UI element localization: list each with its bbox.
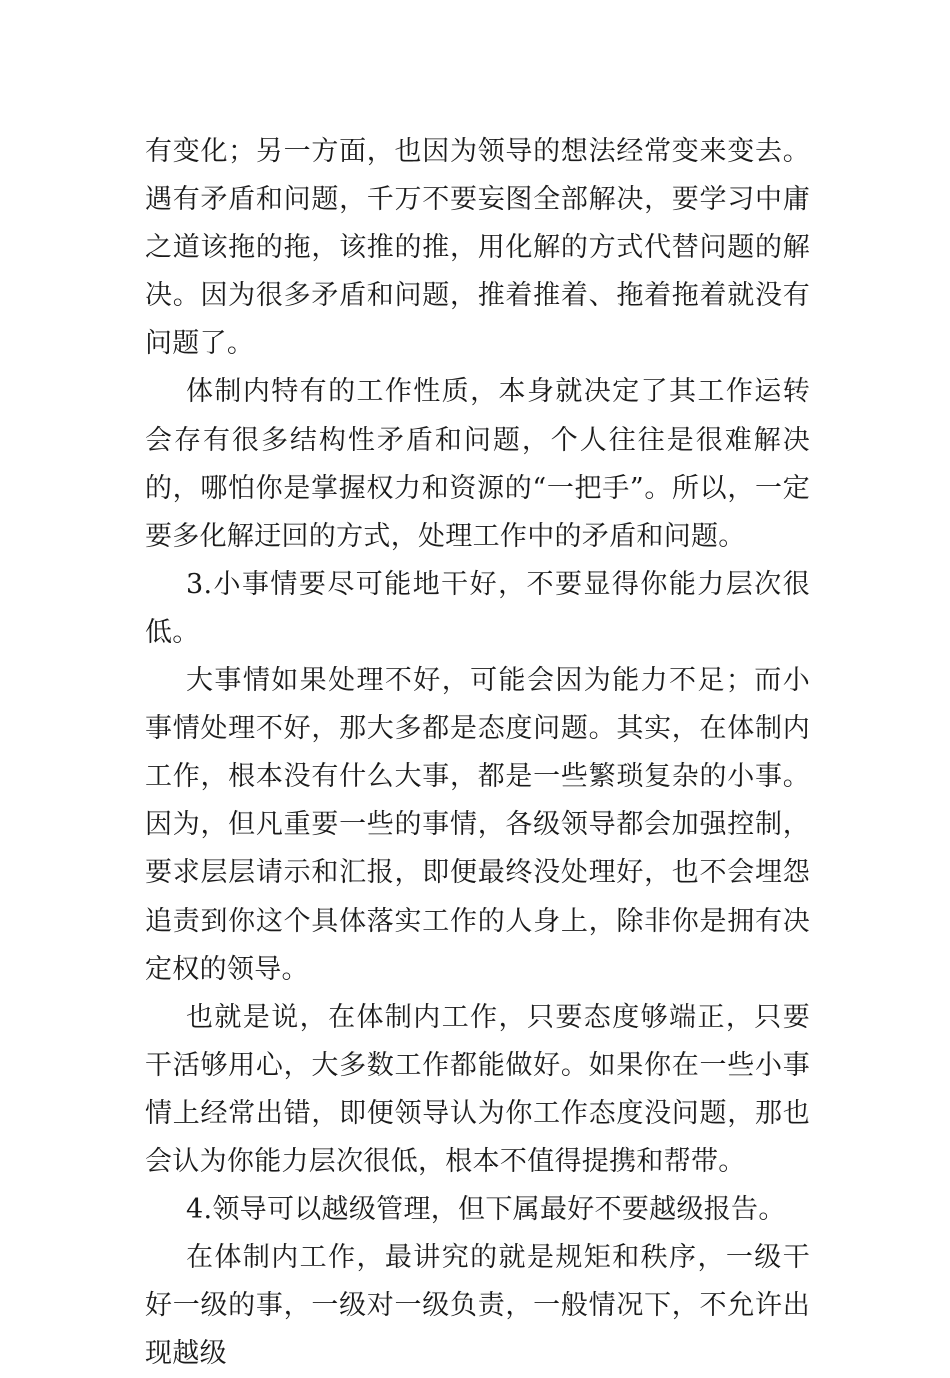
paragraph: 体制内特有的工作性质，本身就决定了其工作运转会存有很多结构性矛盾和问题，个人往往是很难解决的，哪怕你是掌握权力和资源的“一把手”。所以，一定要多化解迂回的方式，处理工作中的矛盾和问题。 <box>145 376 810 552</box>
paragraph: 大事情如果处理不好，可能会因为能力不足；而小事情处理不好，那大多都是态度问题。其实，在体制内工作，根本没有什么大事，都是一些繁琐复杂的小事。因为，但凡重要一些的事情，各级领导都会加强控制，要求层层请示和汇报，即便最终没处理好，也不会埋怨追责到你这个具体落实工作的人身上，除非你是拥有决定权的领导。 <box>145 665 810 985</box>
paragraph: 也就是说，在体制内工作，只要态度够端正，只要干活够用心，大多数工作都能做好。如果你在一些小事情上经常出错，即便领导认为你工作态度没问题，那也会认为你能力层次很低，根本不值得提携和帮带。 <box>145 1001 810 1177</box>
body-text <box>145 128 810 1378</box>
section-heading-3: 3.小事情要尽可能地干好，不要显得你能力层次很低。 <box>145 568 810 648</box>
paragraph: 在体制内工作，最讲究的就是规矩和秩序，一级干好一级的事，一级对一级负责，一般情况下，不允许出现越级 <box>145 1242 810 1370</box>
section-heading-4: 4.领导可以越级管理，但下属最好不要越级报告。 <box>186 1194 786 1226</box>
paragraph-continuation: 有变化；另一方面，也因为领导的想法经常变来变去。遇有矛盾和问题，千万不要妄图全部解决，要学习中庸之道该拖的拖，该推的推，用化解的方式代替问题的解决。因为很多矛盾和问题，推着推着、拖着拖着就没有问题了。 <box>145 136 810 360</box>
